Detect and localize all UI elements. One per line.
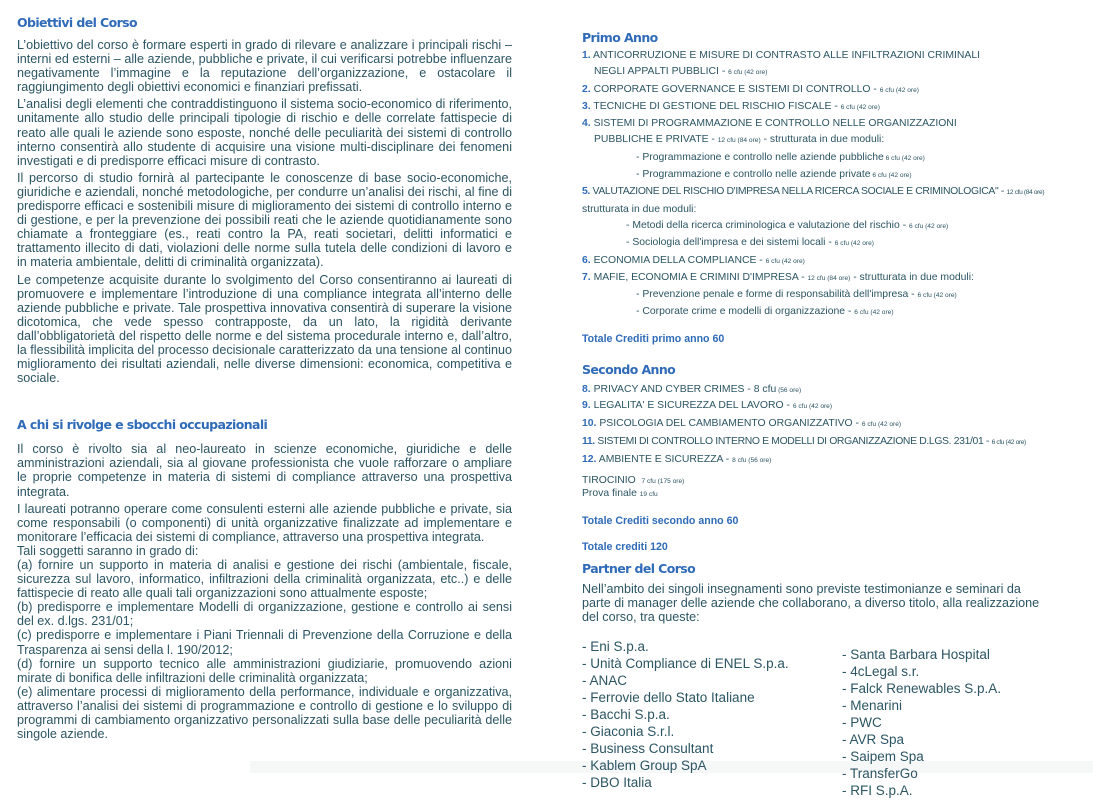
course-credits: 6 cfu (42 ore) [879,86,919,94]
partner-item: - DBO Italia [582,774,652,790]
partner-item: - PWC [842,714,882,730]
audience-list-item: (c) predisporre e implementare i Piani Triennali di Prevenzione della Corruzione e della Trasparenza ai sensi della l. 190/2012; [17,628,512,657]
partner-item: - Santa Barbara Hospital [842,647,990,663]
course-item-continuation [582,64,1082,81]
module-name: - Sociologia dell'impresa e dei sistemi locali [626,237,826,249]
course-name: ANTICORRUZIONE E MISURE DI CONTRASTO ALLE INFILTRAZIONI CRIMINALI [593,50,980,61]
module-credits: 6 cfu (42 ore) [870,172,912,180]
audience-paragraph: Il corso è rivolto sia al neo-laureato in scienze economiche, giuridiche e delle amministrazioni aziendali, sia al giovane professionista che vuole rafforzare o ampliare le proprie competenze in materia di sistemi di compliance attraverso una prospettiva integrata. [17,442,512,499]
module-credits: 6 cfu (42 ore) [908,222,949,230]
separator: - [831,100,841,112]
audience-list-item: (e) alimentare processi di miglioramento della performance, individuale e organizzativa, attraverso l’analisi dei sistemi di programmazione e controllo di gestione e lo sviluppo di programmi di cambiamento organizzativo personalizzati sulla base delle peculiarità delle singole aziende. [17,684,512,742]
module-name: - Programmazione e controllo nelle aziende pubbliche [636,151,884,163]
partners-list-right [842,647,1001,799]
course-name: PSICOLOGIA DEL CAMBIAMENTO ORGANIZZATIVO [599,417,853,429]
module-credits: 6 cfu (42 ore) [854,309,894,317]
course-item [582,398,1082,415]
objectives-heading: Obiettivi del Corso [17,15,137,30]
module-item [582,218,1082,235]
course-credits: 6 cfu (42 ore) [840,103,880,111]
course-credits: 6 cfu (42 ore) [728,69,768,77]
partners-intro: Nell’ambito dei singoli insegnamenti sono previste testimonianze e seminari da parte di manager delle aziende che collaborano, a diverso titolo, alla realizzazione del corso, tra queste: [582,581,1040,625]
course-credits: 6 cfu (42 ore) [991,438,1026,446]
course-credits: (56 ore) [776,386,802,394]
module-item [582,167,1082,184]
second-year-heading: Secondo Anno [582,361,676,377]
course-name: PUBBLICHE E PRIVATE [594,134,709,146]
course-credits: 12 cfu (84 ore) [717,137,761,145]
partner-item: - Eni S.p.a. [582,639,649,655]
partner-item: - Falck Renewables S.p.A. [842,681,1002,697]
course-item [582,451,1082,469]
partner-item: - RFI S.p.A. [842,782,913,798]
course-item [582,415,1082,433]
separator: - [845,306,855,318]
partner-item: - Kablem Group SpA [582,757,707,773]
partner-item: - 4cLegal s.r. [842,664,920,680]
module-item [582,150,1082,167]
course-number: 2. [582,83,591,95]
course-name: VALUTAZIONE DEL RISCHIO D'IMPRESA NELLA RICERCA SOCIALE E CRIMINOLOGICA" [592,186,999,198]
course-name: SISTEMI DI CONTROLLO INTERNO E MODELLI DI ORGANIZZAZIONE D.LGS. 231/01 [597,435,984,447]
second-year-total: Totale Crediti secondo anno 60 [582,514,739,527]
partners-lists [582,639,1082,799]
course-number: 9. [582,400,591,412]
module-item [582,304,1082,321]
course-number: 3. [582,100,591,112]
audience-list-intro: Tali soggetti saranno in grado di: [17,543,199,558]
separator: - [798,271,808,283]
course-number: 8. [582,383,591,395]
partner-item: - ANAC [582,673,628,689]
separator: - [870,83,880,95]
course-number: 1. [582,50,591,61]
course-note: - strutturata in due moduli: [850,271,974,283]
partner-item: - Menarini [842,698,903,714]
separator: - [852,417,862,429]
final-exam-label: Prova finale [582,488,637,500]
module-name: - Programmazione e controllo nelle aziende private [636,169,871,181]
first-year-total: Totale Crediti primo anno 60 [582,332,725,345]
course-note: - strutturata in due moduli: [760,134,885,146]
partner-item: - Bacchi S.p.a. [582,706,670,722]
internship-credits: 7 cfu (175 ore) [641,477,685,485]
internship [582,475,1082,489]
partner-item: - Ferrovie dello Stato Italiane [582,690,755,706]
separator: - [744,383,754,395]
course-number: 7. [582,271,591,283]
course-item-continuation [582,132,1082,149]
course-credits: 6 cfu (42 ore) [792,403,833,411]
course-name: MAFIE, ECONOMIA E CRIMINI D'IMPRESA [593,271,799,283]
course-number: 12. [582,453,597,465]
module-credits: 6 cfu (42 ore) [917,292,957,300]
course-number: 6. [582,254,591,266]
course-item [582,382,1082,399]
objectives-paragraph: Le competenze acquisite durante lo svolgimento del Corso consentiranno ai laureati di promuovere e implementare l’introduzione di una compliance integrata all’interno delle aziende pubbliche e private. Tale prospettiva innovativa consentirà di superare la visione dicotomica, che vede spesso contrapposte, da un lato, la rigidità derivante dall’obbligatorietà del rispetto delle norme e del sistema procedurale interno e, dall’altro, la flessibilità implicita del processo decisionale caratterizzato da una tensione al continuo miglioramento dei risultati aziendali, nelle diverse dimensioni: economica, competitiva e sociale. [17,272,512,386]
separator: - [983,435,992,447]
course-credits: 6 cfu (42 ore) [861,420,902,428]
partner-item: - Business Consultant [582,740,714,756]
partners-heading: Partner del Corso [582,560,696,576]
module-item [582,287,1082,304]
separator: - [899,219,909,231]
partners-list-left [582,639,842,799]
separator: - [756,254,766,266]
course-name: AMBIENTE E SICUREZZA [598,453,723,465]
course-name: ECONOMIA DELLA COMPLIANCE [593,254,757,266]
course-credits: 12 cfu (84 ore) [1006,189,1045,197]
module-name: - Metodi della ricerca criminologica e valutazione del rischio [626,219,900,231]
course-item [582,116,1082,132]
audience-list-item: (b) predisporre e implementare Modelli di organizzazione, gestione e controllo ai sensi del ex. d.lgs. 231/01; [17,600,512,629]
course-item [582,99,1082,116]
partner-item: - Giaconia S.r.l. [582,723,675,739]
audience-list-item: (d) fornire un supporto tecnico alle amministrazioni giudiziarie, promuovendo azioni mirate di bonifica delle infiltrazioni delle criminalità organizzata; [17,656,512,685]
separator: - [783,400,793,412]
objectives-paragraph: Il percorso di studio fornirà al partecipante le conoscenze di base socio-economiche, giuridiche e aziendali, nonché metodologiche, per condurre un’analisi dei rischi, al fine di predisporre efficaci e sostenibili misure di miglioramento dei sistemi di controllo interno e di gestione, e per la prevenzione dei possibili reati che le aziende quotidianamente sono chiamate a fronteggiare (es., reati contro la PA, reati societari, delitti informatici e trattamento illecito di dati, violazioni delle norme sulla tutela delle condizioni di lavoro e in materia ambientale, delitti di criminalità organizzata). [17,170,512,270]
course-name: TECNICHE DI GESTIONE DEL RISCHIO FISCALE [593,100,832,112]
course-item [582,433,1082,451]
course-number: 5. [582,186,590,198]
separator: - [718,66,729,78]
module-credits: 6 cfu (42 ore) [834,240,874,248]
course-credits: 8 cfu (56 ore) [732,456,772,464]
objectives-paragraph: L’obiettivo del corso è formare esperti in grado di rilevare e analizzare i principali rischi – interni ed esterni – alle aziende, pubbliche e private, il cui verificarsi potrebbe influenzare negativamente l’immagine e la reputazione dell’organizzazione, e ostacolare il raggiungimento degli obiettivi economici e finanziari prefissati. [17,38,512,95]
partner-item: - TransferGo [842,765,918,781]
course-item [582,82,1082,99]
course-number: 11. [582,435,595,447]
right-column [582,29,1082,800]
partner-item: - Saipem Spa [842,748,924,764]
module-credits: 6 cfu (42 ore) [883,154,925,162]
course-item [582,48,1082,64]
audience-paragraph: I laureati potranno operare come consulenti esterni alle aziende pubbliche e private, sia come responsabili (o componenti) di unità organizzative finalizzate ad implementare e monitorare l’efficacia dei sistemi di compliance, attraverso una prospettiva integrata. [17,501,512,544]
grand-total: Totale crediti 120 [582,540,668,553]
separator: - [708,134,718,146]
course-note: strutturata in due moduli: [582,203,697,215]
final-exam [582,488,1082,502]
separator: - [908,289,918,301]
module-name: - Prevenzione penale e forme di responsabilità dell'impresa [636,289,909,301]
course-name: SISTEMI DI PROGRAMMAZIONE E CONTROLLO NELLE ORGANIZZAZIONI [593,118,957,130]
internship-label: TIROCINIO [582,474,636,486]
module-name: - Corporate crime e modelli di organizzazione [636,306,846,318]
left-column [17,14,512,741]
course-number: 10. [582,417,597,429]
course-credits-main: 8 cfu [753,383,777,395]
objectives-paragraph: L’analisi degli elementi che contraddistinguono il sistema socio-economico di riferimento, unitamente allo studio delle principali tipologie di rischio e delle correlate fattispecie di reato alle quali le aziende sono esposte, nonché delle peculiarità dei sistemi di controllo interno consentirà allo studente di acquisire una visione multi-disciplinare dei fenomeni investigati e di predisporre efficaci misure di contrasto. [17,97,512,168]
course-name: PRIVACY AND CYBER CRIMES [593,383,745,395]
partner-item: - Unità Compliance di ENEL S.p.a. [582,656,789,672]
course-item [582,253,1082,270]
first-year-heading: Primo Anno [582,30,658,45]
course-item [582,184,1082,201]
course-name: NEGLI APPALTI PUBBLICI [594,66,719,78]
module-item [582,235,1082,252]
course-name: CORPORATE GOVERNANCE E SISTEMI DI CONTROLLO [593,83,871,95]
partner-item: - AVR Spa [842,731,905,747]
separator: - [722,453,733,465]
audience-heading: A chi si rivolge e sbocchi occupazionali [17,417,268,433]
final-exam-credits: 19 cfu [639,491,658,499]
separator: - [825,237,835,249]
course-credits: 6 cfu (42 ore) [765,257,805,265]
audience-list-item: (a) fornire un supporto in materia di analisi e gestione dei rischi (ambientale, fiscale, sicurezza sul lavoro, informatico, infiltrazioni della criminalità organizzata, etc..) e delle fattispecie di reato alle quali tali organizzazioni sono attualmente esposte; [17,558,512,601]
course-credits: 12 cfu (84 ore) [807,274,851,282]
course-number: 4. [582,118,591,130]
course-name: LEGALITA' E SICUREZZA DEL LAVORO [593,400,784,412]
course-item [582,270,1082,287]
separator: - [998,186,1007,198]
